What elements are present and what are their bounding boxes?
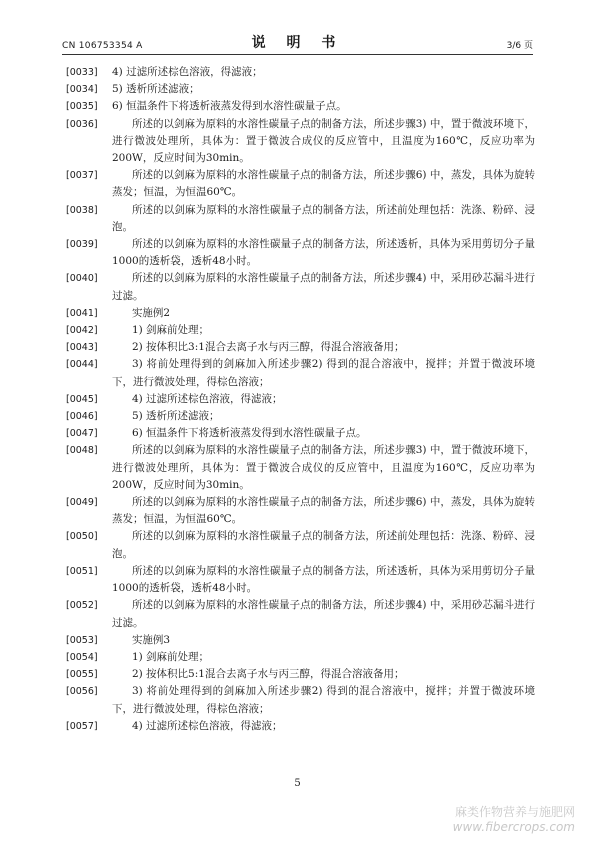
paragraph-number: [0056] — [66, 686, 98, 698]
paragraph-text: 所述的以剑麻为原料的水溶性碳量子点的制备方法，所述前处理包括：洗涤、粉碎、浸泡。 — [112, 203, 535, 233]
paragraph-number: [0033] — [66, 67, 98, 78]
paragraph-text: 所述的以剑麻为原料的水溶性碳量子点的制备方法，所述步骤3) 中，置于微波环境下，进行微波处理所，具体为：置于微波合成仪的反应管中，且温度为160℃，反应功率为200W，反应时间为30min。 — [112, 117, 535, 165]
paragraph-number: [0055] — [66, 669, 98, 681]
paragraph — [66, 98, 535, 115]
paragraph-text: 4) 过滤所述棕色溶液，得滤液； — [112, 66, 263, 78]
watermark-site-name: 麻类作物营养与施肥网 — [454, 805, 575, 819]
page-header — [62, 32, 533, 55]
paragraph-text: 4) 过滤所述棕色溶液，得滤液； — [131, 392, 283, 405]
paragraph — [66, 563, 535, 597]
paragraph — [66, 649, 535, 666]
paragraph-number: [0043] — [66, 342, 98, 354]
paragraph — [66, 425, 535, 442]
paragraph-number: [0050] — [66, 531, 98, 543]
document-body — [66, 64, 535, 735]
paragraph-number: [0038] — [66, 204, 98, 216]
paragraph-number: [0039] — [66, 239, 98, 251]
paragraph — [66, 236, 535, 270]
paragraph-number: [0036] — [66, 118, 98, 130]
paragraph — [66, 494, 535, 528]
paragraph-text: 所述的以剑麻为原料的水溶性碳量子点的制备方法，所述步骤6) 中，蒸发，具体为旋转蒸发；恒温，为恒温60℃。 — [112, 496, 535, 526]
paragraph — [66, 666, 535, 683]
paragraph-number: [0035] — [66, 101, 98, 113]
paragraph — [66, 597, 535, 631]
paragraph-number: [0044] — [66, 359, 98, 371]
paragraph-number: [0040] — [66, 273, 98, 285]
paragraph-text: 所述的以剑麻为原料的水溶性碳量子点的制备方法，所述透析，具体为采用剪切分子量1000的透析袋，透析48小时。 — [112, 564, 535, 595]
paragraph-text: 6) 恒温条件下将透析液蒸发得到水溶性碳量子点。 — [112, 100, 347, 113]
page-number: 5 — [294, 778, 301, 789]
paragraph — [66, 528, 535, 562]
paragraph — [66, 81, 535, 98]
paragraph-text: 1) 剑麻前处理； — [131, 324, 210, 337]
paragraph — [66, 305, 535, 322]
paragraph-number: [0034] — [66, 84, 98, 96]
paragraph-text: 1) 剑麻前处理； — [131, 650, 210, 663]
paragraph-text: 所述的以剑麻为原料的水溶性碳量子点的制备方法，所述步骤4) 中，采用砂芯漏斗进行过滤。 — [112, 599, 535, 629]
paragraph — [66, 632, 535, 649]
document-title: 说 明 书 — [251, 35, 344, 51]
paragraph-number: [0049] — [66, 497, 98, 509]
paragraph-number: [0042] — [66, 325, 98, 337]
paragraph — [66, 718, 535, 735]
paragraph-number: [0041] — [66, 307, 98, 319]
paragraph-number: [0051] — [66, 565, 98, 577]
paragraph-text: 所述的以剑麻为原料的水溶性碳量子点的制备方法，所述步骤6) 中，蒸发，具体为旋转蒸发；恒温，为恒温60℃。 — [112, 169, 535, 199]
paragraph-text: 6) 恒温条件下将透析液蒸发得到水溶性碳量子点。 — [131, 427, 367, 440]
paragraph — [66, 391, 535, 408]
paragraph-text: 4) 过滤所述棕色溶液，得滤液； — [131, 719, 283, 732]
paragraph-text: 所述的以剑麻为原料的水溶性碳量子点的制备方法，所述前处理包括：洗涤、粉碎、浸泡。 — [112, 530, 535, 560]
paragraph-text: 5) 透析所述滤液； — [131, 410, 220, 423]
paragraph — [66, 683, 535, 717]
paragraph — [66, 356, 535, 390]
paragraph-number: [0045] — [66, 393, 98, 405]
paragraph-text: 实施例2 — [131, 306, 171, 319]
paragraph — [66, 322, 535, 339]
paragraph-text: 3) 将前处理得到的剑麻加入所述步骤2) 得到的混合溶液中，搅拌；并置于微波环境下，进行微波处理，得棕色溶液； — [112, 685, 535, 715]
paragraph-text: 2) 按体积比5:1混合去离子水与丙三醇，得混合溶液备用； — [131, 668, 405, 681]
paragraph-number: [0037] — [66, 170, 98, 182]
paragraph-text: 3) 将前处理得到的剑麻加入所述步骤2) 得到的混合溶液中，搅拌；并置于微波环境下，进行微波处理，得棕色溶液； — [112, 358, 535, 388]
paragraph — [66, 408, 535, 425]
paragraph-text: 2) 按体积比3:1混合去离子水与丙三醇，得混合溶液备用； — [131, 341, 405, 354]
document-number: CN 106753354 A — [62, 41, 143, 51]
paragraph-number: [0052] — [66, 600, 98, 612]
paragraph-text: 所述的以剑麻为原料的水溶性碳量子点的制备方法，所述步骤3) 中，置于微波环境下，进行微波处理所，具体为：置于微波合成仪的反应管中，且温度为160℃，反应功率为200W，反应时间为30min。 — [112, 444, 535, 491]
page-indicator: 3/6 页 — [506, 41, 533, 51]
watermark-url: www.fibercrops.com — [452, 820, 575, 834]
paragraph-number: [0048] — [66, 445, 98, 457]
paragraph-number: [0057] — [66, 720, 98, 732]
paragraph-text: 所述的以剑麻为原料的水溶性碳量子点的制备方法，所述步骤4) 中，采用砂芯漏斗进行过滤。 — [112, 272, 535, 302]
paragraph — [66, 270, 535, 304]
paragraph — [66, 116, 535, 168]
paragraph-number: [0047] — [66, 428, 98, 440]
paragraph-number: [0046] — [66, 411, 98, 423]
paragraph-number: [0053] — [66, 634, 98, 646]
paragraph — [66, 442, 535, 494]
paragraph — [66, 202, 535, 236]
paragraph-text: 5) 透析所述滤液； — [112, 83, 200, 96]
paragraph — [66, 64, 535, 81]
paragraph — [66, 339, 535, 356]
paragraph-text: 实施例3 — [131, 633, 171, 646]
paragraph — [66, 167, 535, 201]
paragraph-text: 所述的以剑麻为原料的水溶性碳量子点的制备方法，所述透析，具体为采用剪切分子量1000的透析袋，透析48小时。 — [112, 238, 535, 268]
paragraph-number: [0054] — [66, 651, 98, 663]
